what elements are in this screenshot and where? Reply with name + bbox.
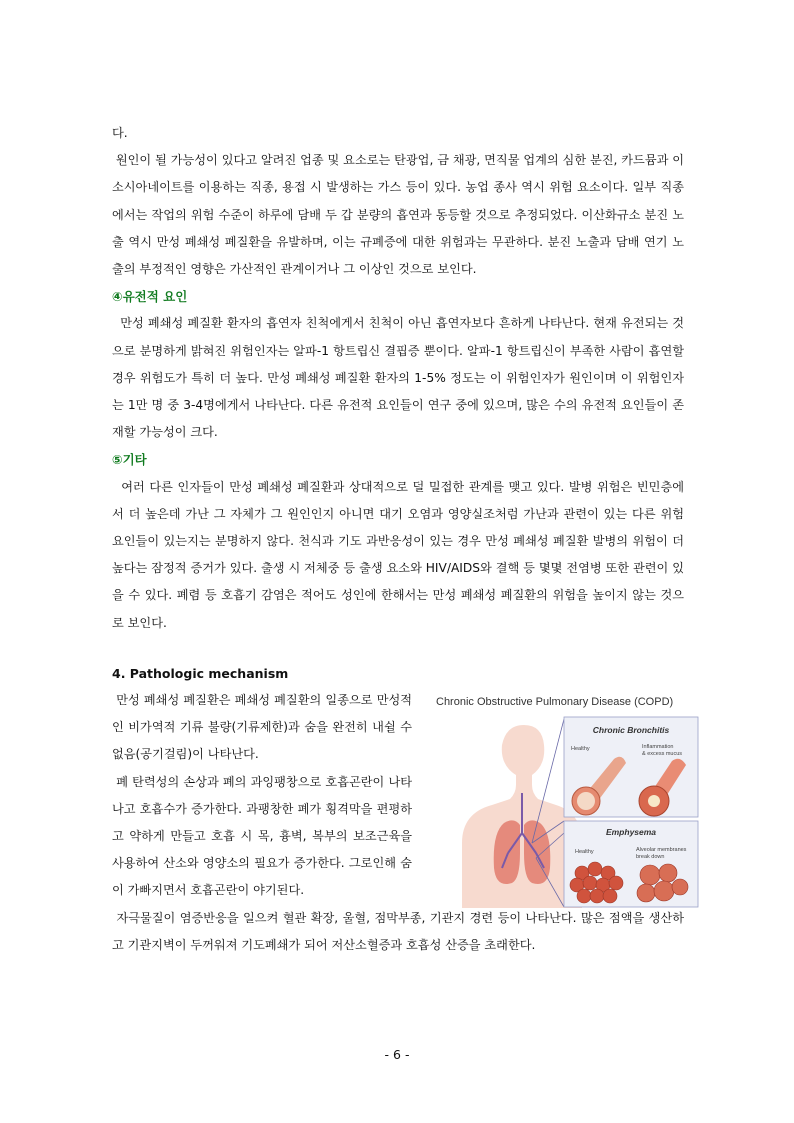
mechanism-block bbox=[112, 687, 687, 905]
section-title: 4. Pathologic mechanism bbox=[112, 665, 289, 681]
document-page bbox=[112, 120, 687, 959]
emphysema-healthy-label: Healthy bbox=[575, 849, 594, 856]
mechanism-paragraph-2: 폐 탄력성의 손상과 폐의 과잉팽창으로 호흡곤란이 나타나고 호흡수가 증가한다. 과팽창한 폐가 횡격막을 편평하고 약하게 만들고 호흡 시 목, 흉벽, 복부의 보조근육을 사용하여 산소와 영양소의 필요가 증가한다. 그로인해 숨이 가빠지면서 호흡곤란이 야기된다. bbox=[112, 774, 413, 898]
figure-title: Chronic Obstructive Pulmonary Disease (COPD) bbox=[436, 696, 674, 709]
mechanism-paragraph-1: 만성 폐쇄성 폐질환은 폐쇄성 폐질환의 일종으로 만성적인 비가역적 기류 불량(기류제한)과 숨을 완전히 내쉴 수 없음(공기걸림)이 나타난다. bbox=[112, 693, 413, 762]
bronchitis-title: Chronic Bronchitis bbox=[592, 725, 670, 736]
occupational-paragraph: 원인이 될 가능성이 있다고 알려진 업종 및 요소로는 탄광업, 금 채광, 면직물 업계의 심한 분진, 카드뮴과 이소시아네이트를 이용하는 직종, 용접 시 발생하는 가스 등이 있다. 농업 종사 역시 위험 요소이다. 일부 직종에서는 작업의 위험 수준이 하루에 담배 두 갑 분량의 흡연과 동등할 것으로 추정되었다. 이산화규소 분진 노출 역시 만성 폐쇄성 폐질환을 유발하며, 이는 규폐증에 대한 위험과는 무관하다. 분진 노출과 담배 연기 노출의 부정적인 영향은 가산적인 관계이거나 그 이상인 것으로 보인다. bbox=[112, 153, 685, 277]
page-number: - 6 - bbox=[384, 1047, 410, 1062]
continuation-text: 다. bbox=[112, 126, 128, 140]
copd-figure bbox=[432, 693, 700, 908]
bronchitis-inflamed-label-2: & excess mucus bbox=[642, 751, 683, 758]
last-paragraph: 자극물질이 염증반응을 일으켜 혈관 확장, 울혈, 점막부종, 기관지 경련 등이 나타난다. 많은 점액을 생산하고 기관지벽이 두꺼워져 기도폐쇄가 되어 저산소혈증과 호흡성 산증을 초래한다. bbox=[112, 910, 684, 952]
bronchitis-healthy-label: Healthy bbox=[571, 746, 590, 753]
emphysema-title: Emphysema bbox=[605, 827, 657, 838]
heading-genetic: ④유전적 요인 bbox=[112, 289, 188, 305]
other-paragraph: 여러 다른 인자들이 만성 폐쇄성 폐질환과 상대적으로 덜 밀접한 관계를 맺고 있다. 발병 위험은 빈민층에서 더 높은데 가난 그 자체가 그 원인인지 아니면 대기 오염과 영양실조처럼 가난과 관련이 있는 다른 위험 요인들이 있는지는 분명하지 않다. 천식과 기도 과반응성이 있는 경우 만성 폐쇄성 폐질환 발병의 위험이 더 높다는 잠정적 증거가 있다. 출생 시 저체중 등 출생 요소와 HIV/AIDS와 결핵 등 몇몇 전염병 또한 관련이 있을 수 있다. 폐렴 등 호흡기 감염은 적어도 성인에 한해서는 만성 폐쇄성 폐질환의 위험을 높이지 않는 것으로 보인다. bbox=[112, 479, 684, 630]
heading-other: ⑤기타 bbox=[112, 452, 147, 468]
bronchitis-inflamed-label-1: Inflammation bbox=[642, 744, 674, 751]
emphysema-damaged-label-2: break down bbox=[636, 854, 665, 861]
genetic-paragraph: 만성 폐쇄성 폐질환 환자의 흡연자 친척에게서 친척이 아닌 흡연자보다 흔하게 나타난다. 현재 유전되는 것으로 분명하게 밝혀진 위험인자는 알파-1 항트립신 결핍증 뿐이다. 알파-1 항트립신이 부족한 사람이 흡연할 경우 위험도가 특히 더 높다. 만성 폐쇄성 폐질환 환자의 1-5% 정도는 이 위험인자가 원인이며 이 위험인자는 1만 명 중 3-4명에게서 나타난다. 다른 유전적 요인들이 연구 중에 있으며, 많은 수의 유전적 요인들이 존재할 가능성이 크다. bbox=[112, 316, 685, 440]
emphysema-damaged-label-1: Alveolar membranes bbox=[636, 847, 687, 854]
